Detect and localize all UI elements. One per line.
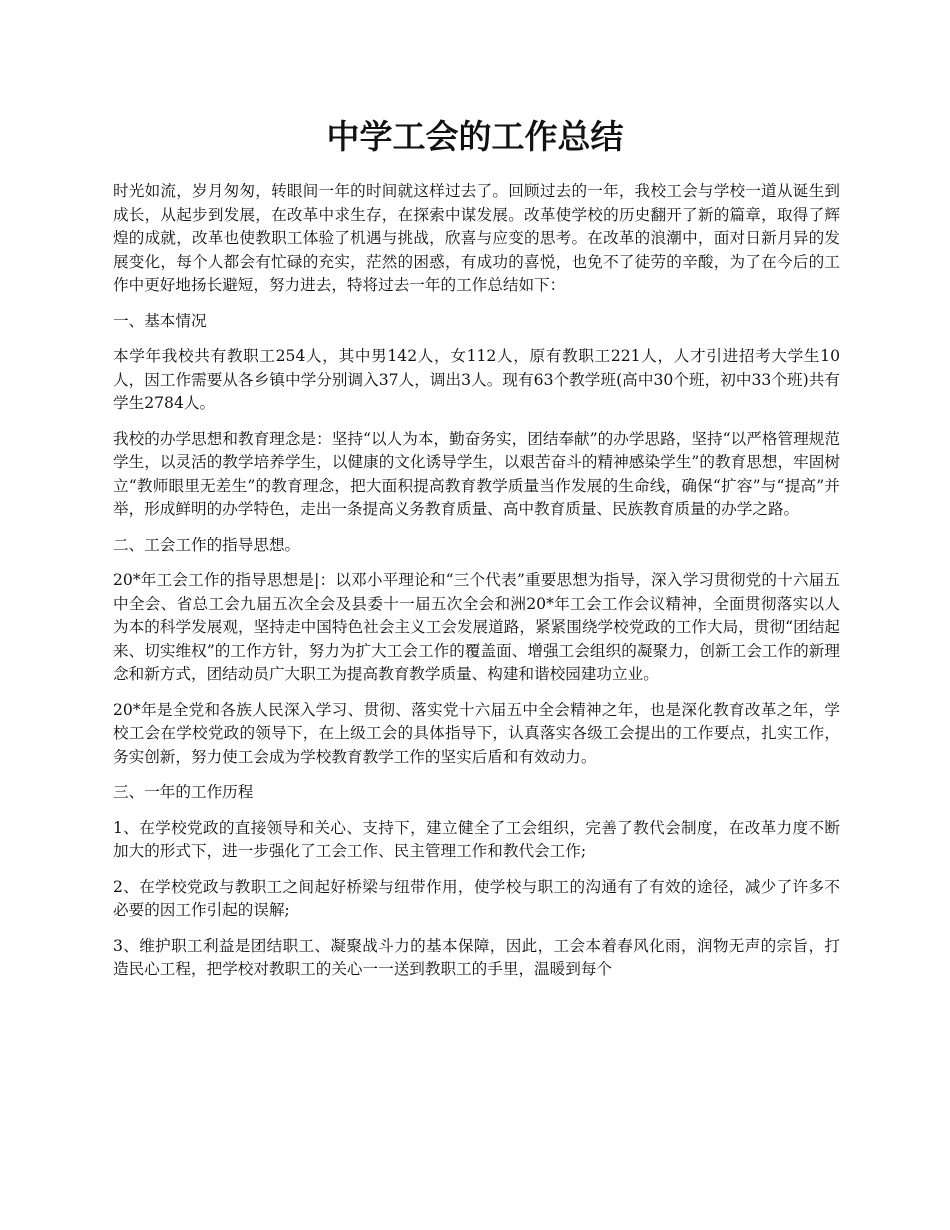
paragraph-staff-stats: 本学年我校共有教职工254人，其中男142人，女112人，原有教职工221人，人才引进招考大学生10人，因工作需要从各乡镇中学分别调入37人，调出3人。现有63个教学班(高中30个班，初中33个班)共有学生2784人。 — [113, 347, 840, 412]
paragraph-guiding-thought: 20*年工会工作的指导思想是|：以邓小平理论和“三个代表”重要思想为指导，深入学习贯彻党的十六届五中全会、省总工会九届五次全会及县委十一届五次全会和洲20*年工会工作会议精神，全面贯彻落实以人为本的科学发展观，坚持走中国特色社会主义工会发展道路，紧紧围绕学校党政的工作大局，贯彻“团结起来、切实维权”的工作方针，努力为扩大工会工作的覆盖面、增强工会组织的凝聚力，创新工会工作的新理念和新方式，团结动员广大职工为提高教育教学质量、构建和谐校园建功立业。 — [113, 571, 840, 683]
paragraph-item-1: 1、在学校党政的直接领导和关心、支持下，建立健全了工会组织，完善了教代会制度，在改革力度不断加大的形式下，进一步强化了工会工作、民主管理工作和教代会工作; — [113, 818, 840, 860]
document-title: 中学工会的工作总结 — [326, 117, 624, 156]
paragraph-item-2: 2、在学校党政与教职工之间起好桥梁与纽带作用，使学校与职工的沟通有了有效的途径，减少了许多不必要的因工作引起的误解; — [113, 877, 840, 919]
paragraph-item-3: 3、维护职工利益是团结职工、凝聚战斗力的基本保障，因此，工会本着春风化雨，润物无声的宗旨，打造民心工程，把学校对教职工的关心一一送到教职工的手里，温暖到每个 — [113, 936, 840, 978]
section-heading-basic-info: 一、基本情况 — [113, 311, 207, 330]
paragraph-year-overview: 20*年是全党和各族人民深入学习、贯彻、落实党十六届五中全会精神之年，也是深化教育改革之年，学校工会在学校党政的领导下，在上级工会的具体指导下，认真落实各级工会提出的工作要点，扎实工作，务实创新，努力使工会成为学校教育教学工作的坚实后盾和有效动力。 — [113, 700, 840, 766]
paragraph-school-philosophy: 我校的办学思想和教育理念是：坚持“以人为本，勤奋务实，团结奉献”的办学思路，坚持“以严格管理规范学生，以灵活的教学培养学生，以健康的文化诱导学生，以艰苦奋斗的精神感染学生”的教育思想，牢固树立“教师眼里无差生”的教育理念，把大面积提高教育教学质量当作发展的生命线，确保“扩容”与“提高”并举，形成鲜明的办学特色，走出一条提高义务教育质量、高中教育质量、民族教育质量的办学之路。 — [113, 429, 840, 518]
paragraph-intro: 时光如流，岁月匆匆，转眼间一年的时间就这样过去了。回顾过去的一年，我校工会与学校一道从诞生到成长，从起步到发展，在改革中求生存，在探索中谋发展。改革使学校的历史翻开了新的篇章，取得了辉煌的成就，改革也使教职工体验了机遇与挑战，欣喜与应变的思考。在改革的浪潮中，面对日新月异的发展变化，每个人都会有忙碌的充实，茫然的困惑，有成功的喜悦，也免不了徒劳的辛酸，为了在今后的工作中更好地扬长避短，努力进去，特将过去一年的工作总结如下： — [113, 182, 840, 294]
document-body — [113, 180, 840, 994]
section-heading-work-history: 三、一年的工作历程 — [113, 783, 254, 801]
section-heading-guiding-thought: 二、工会工作的指导思想。 — [113, 535, 301, 554]
